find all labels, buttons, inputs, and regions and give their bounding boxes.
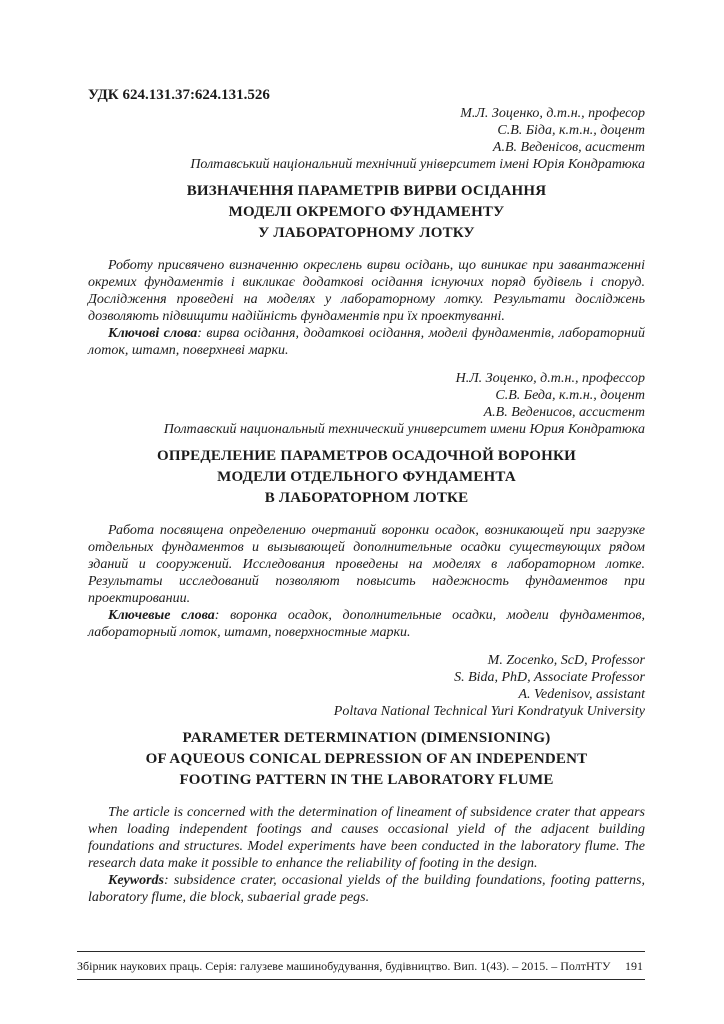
keywords-label: Ключові слова — [108, 326, 198, 341]
page-content — [88, 86, 645, 906]
author-block-ukrainian — [88, 105, 645, 173]
keywords-label: Ключевые слова — [108, 608, 215, 623]
udc-code: УДК 624.131.37:624.131.526 — [88, 87, 270, 103]
keywords-label: Keywords — [108, 873, 164, 888]
page-footer — [77, 951, 645, 980]
author-line: А.В. Веденисов, ассистент — [483, 405, 645, 420]
author-line: С.В. Беда, к.т.н., доцент — [495, 388, 645, 403]
article-title-russian — [88, 446, 645, 509]
keywords-text: : воронка осадок, дополнительные осадки, модели фундаментов, лабораторный лоток, штамп, поверхностные марки. — [88, 608, 645, 640]
author-line: С.В. Біда, к.т.н., доцент — [497, 123, 645, 138]
title-line: У ЛАБОРАТОРНОМУ ЛОТКУ — [258, 225, 475, 241]
title-line: ОПРЕДЕЛЕНИЕ ПАРАМЕТРОВ ОСАДОЧНОЙ ВОРОНКИ — [157, 448, 576, 464]
section-ukrainian — [88, 105, 645, 359]
author-line: А.В. Веденісов, асистент — [492, 140, 645, 155]
keywords-russian — [88, 607, 645, 641]
author-line: Н.Л. Зоценко, д.т.н., профессор — [455, 371, 645, 386]
affiliation: Полтавский национальный технический университет имени Юрия Кондратюка — [163, 422, 645, 437]
affiliation: Полтавський національний технічний університет імені Юрія Кондратюка — [190, 157, 645, 172]
title-line: МОДЕЛИ ОТДЕЛЬНОГО ФУНДАМЕНТА — [217, 469, 516, 485]
abstract-english: The article is concerned with the determination of lineament of subsidence crater that appears when loading independent footings and causes occasional yield of the adjacent building foundations and structures. Model experiments have been conducted in the laboratory flume. The research data make it possible to enhance the reliability of footing in the design. — [88, 805, 645, 871]
title-line: ВИЗНАЧЕННЯ ПАРАМЕТРІВ ВИРВИ ОСІДАННЯ — [186, 183, 547, 199]
keywords-text: : вирва осідання, додаткові осідання, моделі фундаментів, лабораторний лоток, штамп, поверхневі марки. — [88, 326, 645, 358]
title-line: В ЛАБОРАТОРНОМ ЛОТКЕ — [264, 490, 469, 506]
article-title-english — [88, 728, 645, 791]
page-number: 191 — [625, 958, 643, 973]
title-line: OF AQUEOUS CONICAL DEPRESSION OF AN INDEPENDENT — [145, 751, 588, 767]
abstract-ukrainian: Роботу присвячено визначенню окреслень вирви осідань, що виникає при завантаженні окремих фундаментів і викликає додаткові осідання існуючих поряд будівель і споруд. Дослідження проведені на моделях у лабораторному лотку. Результати досліджень дозволяють підвищити надійність фундаментів при їх проектуванні. — [88, 258, 645, 324]
abstract-russian: Работа посвящена определению очертаний воронки осадок, возникающей при загрузке отдельных фундаментов и вызывающей дополнительные осадки существующих рядом зданий и сооружений. Исследования проведены на моделях в лабораторном лотке. Результаты исследований позволяют повысить надежность фундаментов при проектировании. — [88, 523, 645, 606]
article-title-ukrainian — [88, 181, 645, 244]
title-line: FOOTING PATTERN IN THE LABORATORY FLUME — [179, 772, 554, 788]
affiliation: Poltava National Technical Yuri Kondratyuk University — [333, 704, 645, 719]
author-line: M. Zocenko, ScD, Professor — [487, 653, 645, 668]
title-line: PARAMETER DETERMINATION (DIMENSIONING) — [182, 730, 551, 746]
section-english — [88, 652, 645, 906]
author-block-russian — [88, 370, 645, 438]
journal-info: Збірник наукових праць. Серія: галузеве машинобудування, будівництво. Вип. 1(43). – 2015. – ПолтНТУ — [77, 958, 611, 973]
author-line: A. Vedenisov, assistant — [518, 687, 645, 702]
keywords-english — [88, 872, 645, 906]
author-block-english — [88, 652, 645, 720]
author-line: S. Bida, PhD, Associate Professor — [454, 670, 645, 685]
keywords-ukrainian — [88, 325, 645, 359]
author-line: М.Л. Зоценко, д.т.н., професор — [460, 106, 645, 121]
title-line: МОДЕЛІ ОКРЕМОГО ФУНДАМЕНТУ — [228, 204, 505, 220]
section-russian — [88, 370, 645, 641]
keywords-text: : subsidence crater, occasional yields of the building foundations, footing patterns, laboratory flume, die block, subaerial grade pegs. — [88, 873, 645, 905]
